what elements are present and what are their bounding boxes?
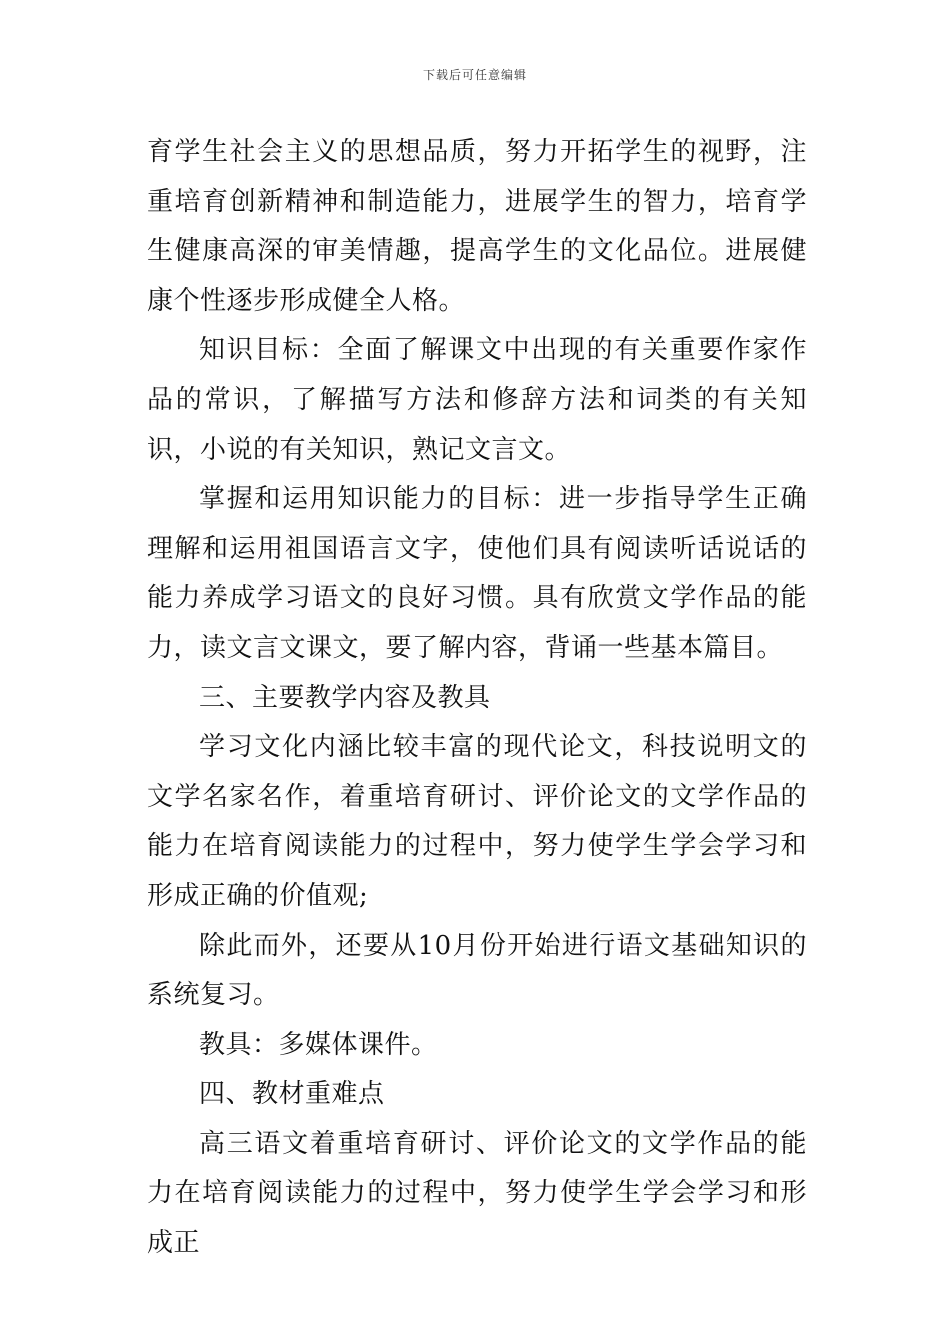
document-body (147, 128, 807, 1269)
page-header: 下载后可任意编辑 (422, 68, 527, 82)
section-heading-content: 三、主要教学内容及教具 (199, 682, 491, 713)
paragraph-content: 学习文化内涵比较丰富的现代论文，科技说明文的文学名家名作，着重培育研讨、评价论文的文学作品的能力在培育阅读能力的过程中，努力使学生学会学习和形成正确的价值观; (147, 732, 807, 911)
paragraph-ability-goal: 掌握和运用知识能力的目标：进一步指导学生正确理解和运用祖国语言文字，使他们具有阅读听话说话的能力养成学习语文的良好习惯。具有欣赏文学作品的能力，读文言文课文，要了解内容，背诵一些基本篇目。 (147, 484, 807, 663)
paragraph-teaching-aids: 教具：多媒体课件。 (199, 1029, 438, 1060)
paragraph-knowledge-goal: 知识目标：全面了解课文中出现的有关重要作家作品的常识，了解描写方法和修辞方法和词类的有关知识，小说的有关知识，熟记文言文。 (147, 335, 807, 465)
paragraph-difficulties: 高三语文着重培育研讨、评价论文的文学作品的能力在培育阅读能力的过程中，努力使学生学会学习和形成正 (147, 1128, 807, 1259)
paragraph-review: 除此而外，还要从10月份开始进行语文基础知识的系统复习。 (147, 930, 807, 1011)
paragraph-continuation: 育学生社会主义的思想品质，努力开拓学生的视野，注重培育创新精神和制造能力，进展学生的智力，培育学生健康高深的审美情趣，提高学生的文化品位。进展健康个性逐步形成健全人格。 (147, 137, 807, 316)
section-heading-difficulties: 四、教材重难点 (199, 1079, 385, 1110)
